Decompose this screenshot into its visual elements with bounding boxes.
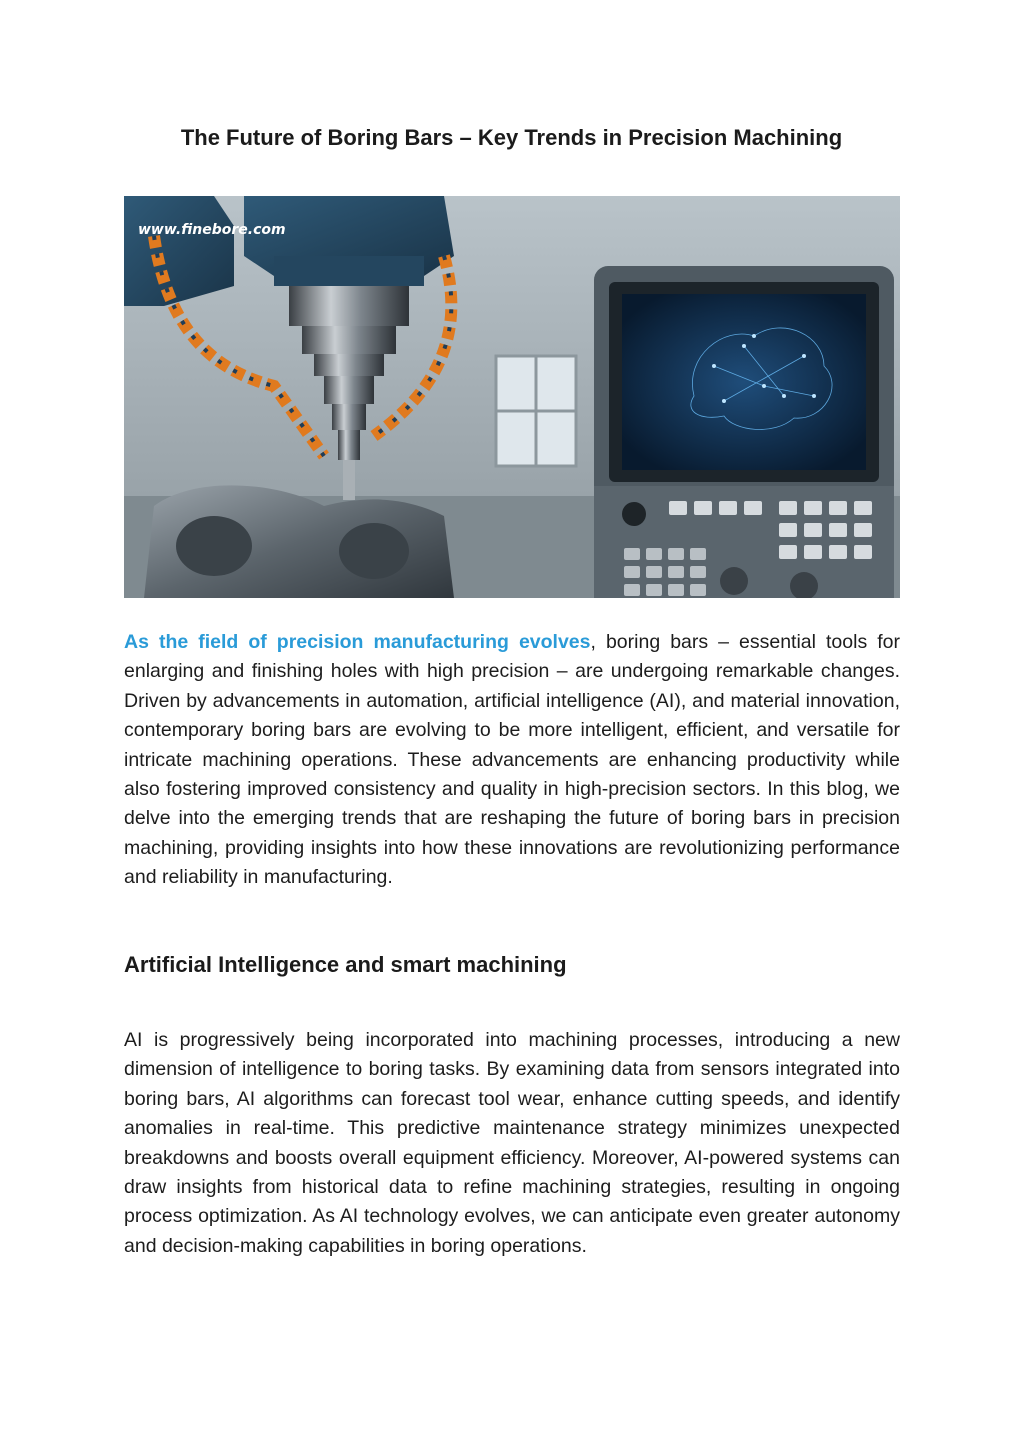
hero-image (124, 196, 900, 598)
watermark-text: www.finebore.com (138, 222, 286, 238)
intro-text: , boring bars – essential tools for enlarging and finishing holes with high precision – are undergoing remarkable changes. Driven by advancements in automation, artificial intelligence (AI), and material innovation, contemporary boring bars are evolving to be more intelligent, efficient, and versatile for intricate machining operations. These advancements are enhancing productivity while also fostering improved consistency and quality in high-precision sectors. In this blog, we delve into the emerging trends that are reshaping the future of boring bars in precision machining, providing insights into how these innovations are revolutionizing performance and reliability in manufacturing. (124, 631, 900, 889)
intro-lead-link[interactable]: As the field of precision manufacturing evolves (124, 631, 591, 653)
document-title: The Future of Boring Bars – Key Trends in Precision Machining (180, 125, 843, 150)
intro-paragraph (124, 628, 900, 893)
section-body: AI is progressively being incorporated into machining processes, introducing a new dimension of intelligence to boring tasks. By examining data from sensors integrated into boring bars, AI algorithms can forecast tool wear, enhance cutting speeds, and identify anomalies in real-time. This predictive maintenance strategy minimizes unexpected breakdowns and boosts overall equipment efficiency. Moreover, AI-powered systems can draw insights from historical data to refine machining strategies, resulting in ongoing process optimization. As AI technology evolves, we can anticipate even greater autonomy and decision-making capabilities in boring operations. (124, 1029, 900, 1257)
section-heading: Artificial Intelligence and smart machining (124, 952, 567, 977)
